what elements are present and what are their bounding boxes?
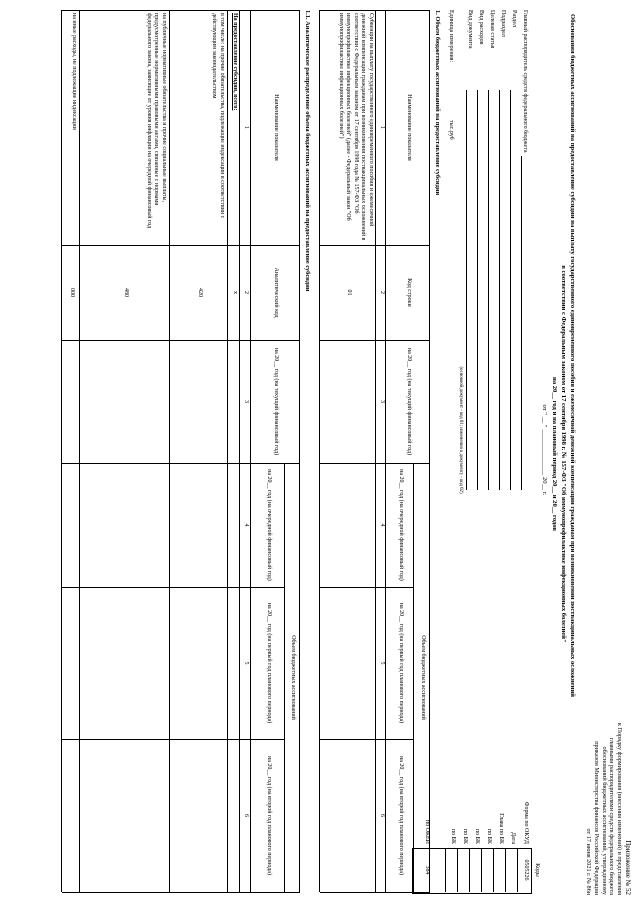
table-line <box>61 10 62 892</box>
codes-divider <box>469 848 470 892</box>
codes-divider <box>505 848 506 892</box>
okei-code: 384 <box>424 865 430 875</box>
table-line <box>62 892 300 893</box>
table-row-name: в том числе: на прочие обязательства, подлежащие индексации в соответствии с действующим законодательством <box>211 13 225 219</box>
field-label: Раздел <box>511 10 518 27</box>
appendix-line: приказом Министерства финансов Российской Федерации <box>593 741 600 895</box>
codes-header: Коды <box>534 863 540 877</box>
table-line <box>319 10 320 892</box>
table-line <box>320 892 430 893</box>
table-line <box>62 463 300 464</box>
unit-value: тыс.руб <box>448 120 454 140</box>
col-header-c3: на 20__ год (на первый год планового периода) <box>397 602 404 724</box>
field-label: Вид расходов <box>478 10 485 45</box>
col-header-name: Наименование показателя <box>405 94 412 161</box>
field-row <box>488 10 499 490</box>
col-header-c4: на 20__ год (на второй год планового периода) <box>265 756 272 875</box>
field-row <box>510 10 521 490</box>
field-line <box>477 90 484 490</box>
form-label: Форма по ОКУД <box>523 801 529 844</box>
col-number: 3 <box>243 400 250 403</box>
document-title-line2: в соответствии с Федеральным законом от 17 сентября 1998 г. № 157-ФЗ "Об иммунопрофилактике инфекционных болезней" <box>560 265 567 643</box>
field-line <box>466 90 473 490</box>
table-row-code: 000 <box>68 288 75 297</box>
form-code: 0505226 <box>523 859 529 881</box>
field-line <box>510 90 517 490</box>
bk-label: по БК <box>474 828 480 844</box>
col-number: 2 <box>378 291 385 294</box>
table-line <box>320 739 414 740</box>
table-row-code: x <box>231 291 238 294</box>
appendix-block <box>585 560 633 895</box>
codes-divider <box>457 848 458 892</box>
col-header-analytic-code: Аналитический код <box>273 267 280 318</box>
col-number: 1 <box>243 126 250 129</box>
table-row-code: 420 <box>196 288 203 297</box>
appendix-line: от 17 июня 2021 г. № 86н <box>585 828 593 895</box>
field-row <box>521 10 532 490</box>
field-row <box>499 10 510 490</box>
col-header-c4: на 20__ год (на второй год планового периода) <box>397 756 404 875</box>
codes-box <box>412 848 532 894</box>
codes-divider <box>445 848 446 892</box>
bk-label: по БК <box>486 828 492 844</box>
field-line <box>488 90 495 490</box>
field-row <box>466 10 477 490</box>
codes-divider <box>493 848 494 892</box>
codes-divider <box>517 848 518 892</box>
table-row-code: 01 <box>345 289 352 296</box>
field-label: Главный распорядитель средств федерального бюджета <box>522 10 529 153</box>
field-line <box>521 156 528 490</box>
table-row-name: Субвенции на выплату государственного единовременного пособия и ежемесячной денежной компенсации гражданам при возникновении поствакцинальных осложнений в соответствии с Федеральным законом от 17 сентября 1998 года № 157-ФЗ "Об иммунопрофилактике инфекционных болезней" (далее - Федеральный закон "Об иммунопрофилактике инфекционных болезней") <box>338 13 374 241</box>
table-row-name: На предоставление субсидии, всего: <box>232 13 238 111</box>
table-row-code: 480 <box>122 288 129 297</box>
col-number: 6 <box>243 814 250 817</box>
col-group-header: Объем бюджетных ассигнований <box>290 635 297 720</box>
table-line <box>320 340 430 341</box>
col-group-header: Объем бюджетных ассигнований <box>419 635 426 720</box>
table-line <box>62 739 285 740</box>
col-number: 5 <box>243 661 250 665</box>
header-fields <box>466 10 532 490</box>
doc-type-note: (основной документ - код 01; изменения к документу - код 02) <box>458 366 463 494</box>
field-label: Подраздел <box>500 10 507 37</box>
appendix-number: Приложение № 52 <box>624 840 632 895</box>
col-number: 1 <box>378 126 385 129</box>
document-date: от " __ " ______________ 20__ г. <box>541 404 548 496</box>
document-title: Обоснования бюджетных ассигнований на предоставление субсидии на выплату государственного единовременного пособия и ежемесячной денежной компенсации гражданам при возникновении поствакцинальных осложнений <box>569 14 576 697</box>
col-header-c1: на 20__ год (на текущий финансовый год) <box>273 347 280 456</box>
table-line <box>79 10 80 892</box>
unit-label: Единица измерения: <box>448 10 454 63</box>
section1-title: 1. Объем бюджетных ассигнований на предоставление субсидии <box>434 10 441 196</box>
appendix-line: главными распорядителями средств федерального бюджета <box>608 737 616 895</box>
codes-divider <box>481 848 482 892</box>
col-number: 3 <box>378 400 385 403</box>
field-row <box>477 10 488 490</box>
col-header-c2: на 20__ год (на очередной финансовый год) <box>265 469 272 581</box>
col-header-c2: на 20__ год (на очередной финансовый год) <box>397 469 404 581</box>
field-label: Вид документа <box>467 10 474 49</box>
table-line <box>62 587 285 588</box>
table-line <box>62 340 300 341</box>
document-title-line3: на 20__ год и на плановый период 20__ и 20__ годов <box>551 377 558 531</box>
col-number: 2 <box>243 291 250 294</box>
col-number: 6 <box>378 814 385 817</box>
date-label: Дата <box>510 832 516 844</box>
col-number: 4 <box>243 523 250 527</box>
col-header-code: Код строки <box>405 278 412 307</box>
table-row-name: на публичные нормативные обязательства и прочие социальные выплаты, предусмотренные нормативными правовыми актами, связанные с нормами федерального закона, зависящие от уровня инфляции на очередной финансовый год <box>146 13 167 229</box>
col-header-c3: на 20__ год (на первый год планового периода) <box>265 602 272 724</box>
section11-title: 1.1. Аналитическое распределение объема бюджетных ассигнований на предоставление субсидии <box>304 10 311 292</box>
bk-label: по БК <box>450 828 456 844</box>
appendix-line: обоснований бюджетных ассигнований, утвержденному <box>600 746 608 895</box>
appendix-line: к Порядку формирования (внесения изменений) и представления <box>616 722 624 895</box>
field-label: Целевая статья <box>489 10 496 49</box>
col-header-c1: на 20__ год (на текущий финансовый год) <box>405 347 412 456</box>
col-number: 4 <box>378 523 385 527</box>
chapter-label: Глава по БК <box>498 813 504 844</box>
field-line <box>499 90 506 490</box>
col-header-name: Наименование показателя <box>273 94 280 161</box>
okei-label: по ОКЕИ <box>424 819 430 844</box>
table-row-name: на иные расходы, не подлежащие индексации <box>71 13 77 130</box>
table-line <box>227 10 228 892</box>
bk-label: по БК <box>462 828 468 844</box>
table-line <box>320 587 414 588</box>
table-line <box>169 10 170 892</box>
col-number: 5 <box>378 661 385 665</box>
